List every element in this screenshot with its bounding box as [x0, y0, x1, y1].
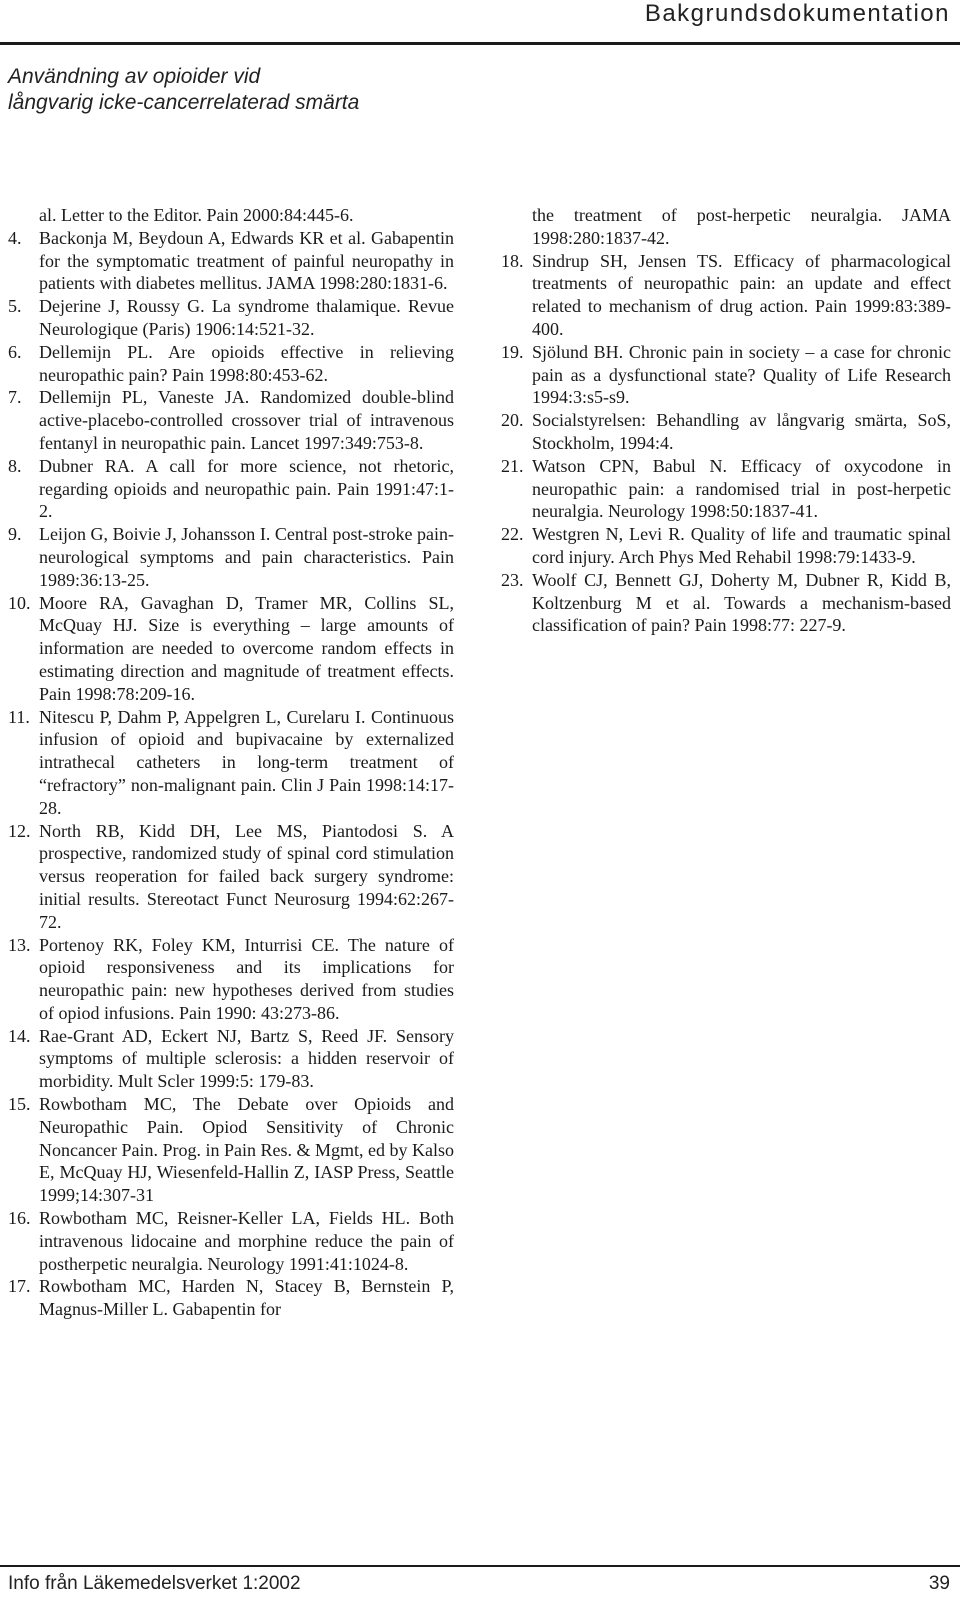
header-rule: [0, 42, 960, 45]
reference-text: Watson CPN, Babul N. Efficacy of oxycodone in neuropathic pain: a randomised trial in post-herpetic neuralgia. Neurology 1998:50:1837-41.: [532, 455, 951, 522]
reference-text: Nitescu P, Dahm P, Appelgren L, Curelaru I. Continuous infusion of opioid and bupivacaine by externalized intrathecal catheters in long-term treatment of “refractory” non-malignant pain. Clin J Pain 1998:14:17-28.: [39, 706, 454, 818]
reference-item: [501, 455, 951, 523]
reference-text: Dubner RA. A call for more science, not rhetoric, regarding opioids and neuropathic pain. Pain 1991:47:1-2.: [39, 455, 454, 522]
reference-item: [8, 1275, 454, 1321]
reference-item: [8, 295, 454, 341]
reference-text: Socialstyrelsen: Behandling av långvarig smärta, SoS, Stockholm, 1994:4.: [532, 410, 951, 453]
reference-text: Dejerine J, Roussy G. La syndrome thalamique. Revue Neurologique (Paris) 1906:14:521-32.: [39, 296, 454, 339]
reference-item: [8, 706, 454, 820]
reference-number: 18.: [501, 250, 524, 271]
reference-number: 5.: [8, 296, 22, 317]
reference-item: [8, 1207, 454, 1275]
reference-text: Moore RA, Gavaghan D, Tramer MR, Collins SL, McQuay HJ. Size is everything – large amounts of information are needed to overcome random effects in estimating direction and magnitude of treatment effects. Pain 1998:78:209-16.: [39, 592, 454, 704]
reference-item: [8, 455, 454, 523]
reference-text: Sindrup SH, Jensen TS. Efficacy of pharmacological treatments of neuropathic pain: an update and effect related to mechanism of drug action. Pain 1999:83:389-400.: [532, 250, 951, 339]
reference-text: Westgren N, Levi R. Quality of life and traumatic spinal cord injury. Arch Phys Med Rehabil 1998:79:1433-9.: [532, 524, 951, 567]
reference-list-left: [8, 227, 454, 1321]
footer-source: Info från Läkemedelsverket 1:2002: [8, 1573, 301, 1594]
reference-number: 15.: [8, 1094, 31, 1115]
reference-text: Dellemijn PL, Vaneste JA. Randomized double-blind active-placebo-controlled crossover trial of intravenous fentanyl in neuropathic pain. Lancet 1997:349:753-8.: [39, 387, 454, 453]
reference-number: 4.: [8, 227, 22, 248]
references-left-column: [8, 204, 454, 1321]
reference-number: 20.: [501, 410, 524, 431]
subtitle-line-2: långvarig icke-cancerrelaterad smärta: [8, 91, 360, 114]
reference-number: 14.: [8, 1025, 31, 1046]
reference-text: Dellemijn PL. Are opioids effective in relieving neuropathic pain? Pain 1998:80:453-62.: [39, 341, 454, 385]
reference-text: Backonja M, Beydoun A, Edwards KR et al. Gabapentin for the symptomatic treatment of painful neuropathy in patients with diabetes mellitus. JAMA 1998:280:1831-6.: [39, 227, 454, 294]
section-subtitle: [8, 64, 359, 116]
reference-text: al. Letter to the Editor. Pain 2000:84:445-6.: [39, 205, 354, 225]
reference-number: 9.: [8, 524, 22, 545]
reference-item: [8, 523, 454, 591]
running-header-title: Bakgrundsdokumentation: [644, 0, 950, 27]
reference-number: 6.: [8, 341, 22, 362]
reference-item: [501, 341, 951, 409]
reference-item: [8, 227, 454, 295]
reference-text: Rowbotham MC, Harden N, Stacey B, Bernstein P, Magnus-Miller L. Gabapentin for: [39, 1276, 454, 1320]
reference-item: [501, 409, 951, 455]
reference-number: 7.: [8, 387, 22, 408]
reference-item: [8, 820, 454, 934]
reference-item: [8, 1025, 454, 1093]
reference-text: Sjölund BH. Chronic pain in society – a case for chronic pain as a dysfunctional state? Quality of Life Research 1994:3:s5-s9.: [532, 341, 951, 408]
reference-text: North RB, Kidd DH, Lee MS, Piantodosi S. A prospective, randomized study of spinal cord stimulation versus reoperation for failed back surgery syndrome: initial results. Stereotact Funct Neurosurg 1994:62:267-72.: [39, 820, 454, 932]
reference-item: [8, 592, 454, 706]
page-number: 39: [928, 1573, 950, 1594]
reference-number: 12.: [8, 820, 31, 841]
reference-number: 22.: [501, 524, 524, 545]
reference-number: 13.: [8, 934, 31, 955]
reference-text: Woolf CJ, Bennett GJ, Doherty M, Dubner R, Kidd B, Koltzenburg M et al. Towards a mechanism-based classification of pain? Pain 1998:77: 227-9.: [532, 569, 951, 636]
subtitle-line-1: Användning av opioider vid: [8, 65, 261, 88]
reference-continuation: [501, 204, 951, 250]
reference-item: [8, 386, 454, 454]
reference-text: Rowbotham MC, The Debate over Opioids and Neuropathic Pain. Opiod Sensitivity of Chronic Noncancer Pain. Prog. in Pain Res. & Mgmt, ed by Kalso E, McQuay HJ, Wiesenfeld-Hallin Z, IASP Press, Seattle 1999;14:307-31: [39, 1094, 454, 1206]
reference-number: 17.: [8, 1276, 31, 1297]
reference-item: [8, 1093, 454, 1207]
reference-number: 21.: [501, 455, 524, 476]
reference-text: Portenoy RK, Foley KM, Inturrisi CE. The nature of opioid responsiveness and its implications for neuropathic pain: new hypotheses derived from studies of opiod infusions. Pain 1990: 43:273-86.: [39, 934, 454, 1023]
reference-number: 11.: [8, 706, 30, 727]
reference-list-right: [501, 250, 951, 638]
reference-number: 10.: [8, 592, 31, 613]
reference-item: [8, 341, 454, 387]
reference-text: the treatment of post-herpetic neuralgia. JAMA 1998:280:1837-42.: [532, 205, 951, 248]
reference-text: Leijon G, Boivie J, Johansson I. Central post-stroke pain-neurological symptoms and pain characteristics. Pain 1989:36:13-25.: [39, 524, 454, 590]
reference-item: [501, 250, 951, 341]
references-right-column: [501, 204, 951, 637]
reference-number: 16.: [8, 1208, 31, 1229]
reference-text: Rowbotham MC, Reisner-Keller LA, Fields HL. Both intravenous lidocaine and morphine reduce the pain of postherpetic neuralgia. Neurology 1991:41:1024-8.: [39, 1208, 454, 1274]
reference-number: 8.: [8, 455, 22, 476]
footer-rule: [0, 1565, 960, 1567]
reference-number: 23.: [501, 569, 524, 590]
reference-item: [501, 569, 951, 637]
reference-continuation: [8, 204, 454, 227]
reference-item: [501, 523, 951, 569]
reference-item: [8, 934, 454, 1025]
reference-text: Rae-Grant AD, Eckert NJ, Bartz S, Reed JF. Sensory symptoms of multiple sclerosis: a hidden reservoir of morbidity. Mult Scler 1999:5: 179-83.: [39, 1025, 454, 1092]
reference-number: 19.: [501, 341, 524, 362]
